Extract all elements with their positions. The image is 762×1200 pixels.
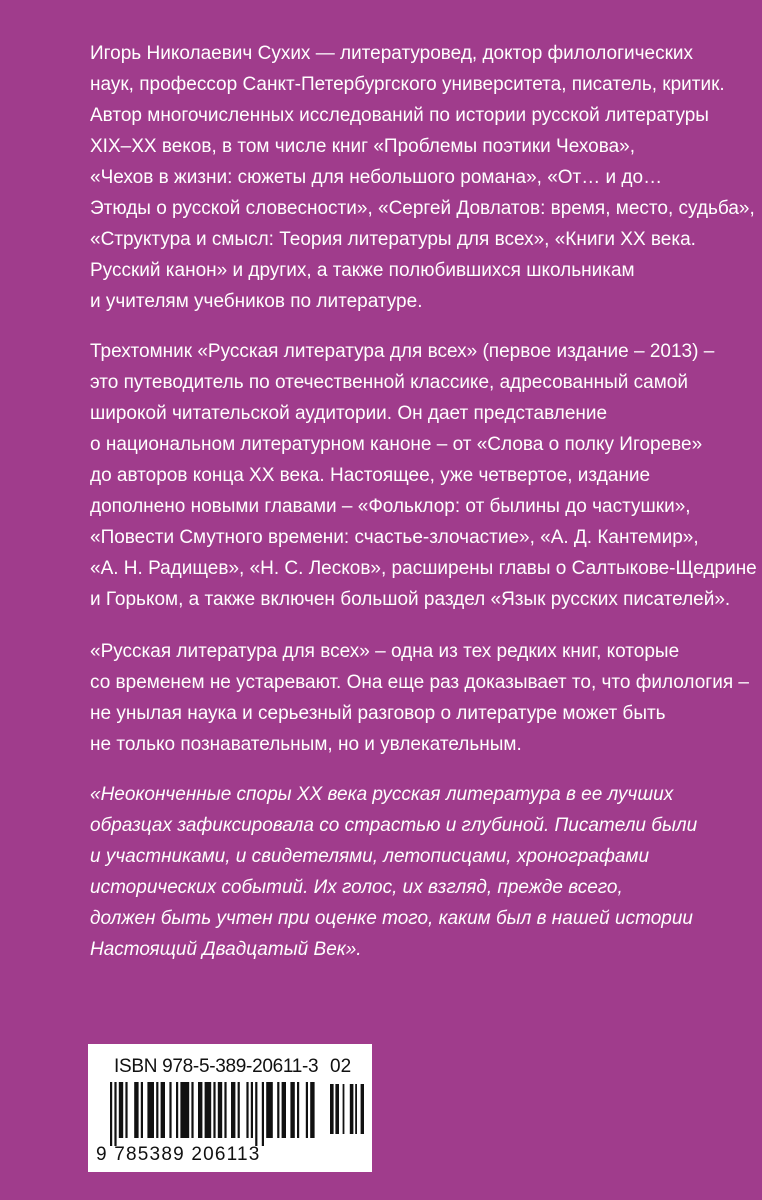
bio-line: Автор многочисленных исследований по истории русской литературы	[90, 105, 709, 126]
barcode-bar	[114, 1082, 116, 1146]
barcode-bar	[176, 1082, 178, 1138]
barcode-bar	[119, 1082, 123, 1138]
barcode-bar	[191, 1082, 193, 1138]
bio-line: Русский канон» и других, а также полюбившихся школьникам	[90, 260, 635, 281]
praise-line: «Русская литература для всех» – одна из тех редких книг, которые	[90, 641, 680, 662]
book-description	[90, 336, 757, 615]
barcode-bars	[110, 1082, 316, 1146]
praise-line: со временем не устаревают. Она еще раз доказывает то, что филология –	[90, 672, 749, 693]
barcode-bar	[238, 1082, 240, 1138]
quote-line: и участниками, и свидетелями, летописцами, хронографами	[90, 846, 650, 867]
quote-line: образцах зафиксировала со страстью и глубиной. Писатели были	[90, 815, 698, 836]
barcode-bar	[350, 1084, 354, 1134]
barcode-digits: 9 785389 206113	[96, 1144, 261, 1165]
barcode-addon-label: 02	[330, 1056, 352, 1077]
barcode-bar	[297, 1082, 299, 1138]
barcode-bar	[262, 1082, 264, 1146]
barcode-bar	[231, 1082, 235, 1138]
quote-line: «Неоконченные споры XX века русская литература в ее лучших	[90, 784, 674, 805]
bio-line: «Структура и смысл: Теория литературы для всех», «Книги XX века.	[90, 229, 696, 250]
barcode-addon-bars	[330, 1084, 364, 1142]
barcode-bar	[205, 1082, 212, 1138]
barcode-bar	[282, 1082, 286, 1138]
quote-line: должен быть учтен при оценке того, каким был в нашей истории	[90, 908, 693, 929]
description-line: дополнено новыми главами – «Фольклор: от былины до частушки»,	[90, 496, 691, 517]
description-line: широкой читательской аудитории. Он дает представление	[90, 403, 608, 424]
quote-line: исторических событий. Их голос, их взгляд, прежде всего,	[90, 877, 623, 898]
bio-line: «Чехов в жизни: сюжеты для небольшого романа», «От… и до…	[90, 167, 663, 188]
praise-line: не унылая наука и серьезный разговор о литературе может быть	[90, 703, 666, 724]
barcode-bar	[224, 1082, 226, 1138]
barcode-bar	[246, 1082, 248, 1138]
description-line: Трехтомник «Русская литература для всех» (первое издание – 2013) –	[90, 341, 715, 362]
barcode-bar	[355, 1084, 357, 1134]
barcode-bar	[277, 1082, 279, 1138]
bio-line: Игорь Николаевич Сухих — литературовед, доктор филологических	[90, 43, 694, 64]
barcode-bar	[141, 1082, 143, 1138]
barcode-bar	[255, 1082, 257, 1146]
author-quote	[90, 779, 698, 965]
barcode-bar	[110, 1082, 112, 1146]
barcode-bar	[147, 1082, 154, 1138]
barcode-bar	[310, 1082, 314, 1138]
quote-line: Настоящий Двадцатый Век».	[90, 939, 362, 960]
isbn-barcode	[88, 1044, 372, 1172]
bio-line: Этюды о русской словесности», «Сергей Довлатов: время, место, судьба»,	[90, 198, 755, 219]
barcode-bar	[266, 1082, 273, 1138]
barcode-bar	[361, 1084, 364, 1134]
praise-line: не только познавательным, но и увлекательным.	[90, 734, 522, 755]
description-line: и Горьком, а также включен большой раздел «Язык русских писателей».	[90, 589, 731, 610]
description-line: «Повести Смутного времени: счастье-злочастие», «А. Д. Кантемир»,	[90, 527, 699, 548]
barcode-bar	[306, 1082, 308, 1138]
barcode-bar	[213, 1082, 215, 1138]
bio-line: и учителям учебников по литературе.	[90, 291, 423, 312]
barcode-bar	[161, 1082, 165, 1138]
book-praise	[90, 636, 749, 760]
isbn-label: ISBN 978-5-389-20611-3	[114, 1056, 319, 1077]
barcode-bar	[343, 1084, 345, 1134]
author-bio	[90, 38, 755, 317]
barcode-bar	[335, 1084, 339, 1134]
barcode-bar	[156, 1082, 158, 1138]
barcode-bar	[290, 1082, 294, 1138]
description-line: до авторов конца XX века. Настоящее, уже четвертое, издание	[90, 465, 651, 486]
bio-line: XIX–XX веков, в том числе книг «Проблемы поэтики Чехова»,	[90, 136, 635, 157]
barcode-bar	[134, 1082, 138, 1138]
description-line: о национальном литературном каноне – от «Слова о полку Игореве»	[90, 434, 703, 455]
barcode-bar	[198, 1082, 202, 1138]
description-line: это путеводитель по отечественной классике, адресованный самой	[90, 372, 688, 393]
barcode-bar	[251, 1082, 253, 1138]
barcode-bar	[169, 1082, 171, 1138]
barcode-bar	[180, 1082, 189, 1138]
description-line: «А. Н. Радищев», «Н. С. Лесков», расширены главы о Салтыкове-Щедрине	[90, 558, 757, 579]
barcode-bar	[125, 1082, 127, 1138]
bio-line: наук, профессор Санкт-Петербургского университета, писатель, критик.	[90, 74, 725, 95]
barcode-bar	[218, 1082, 222, 1138]
barcode-bar	[330, 1084, 334, 1134]
